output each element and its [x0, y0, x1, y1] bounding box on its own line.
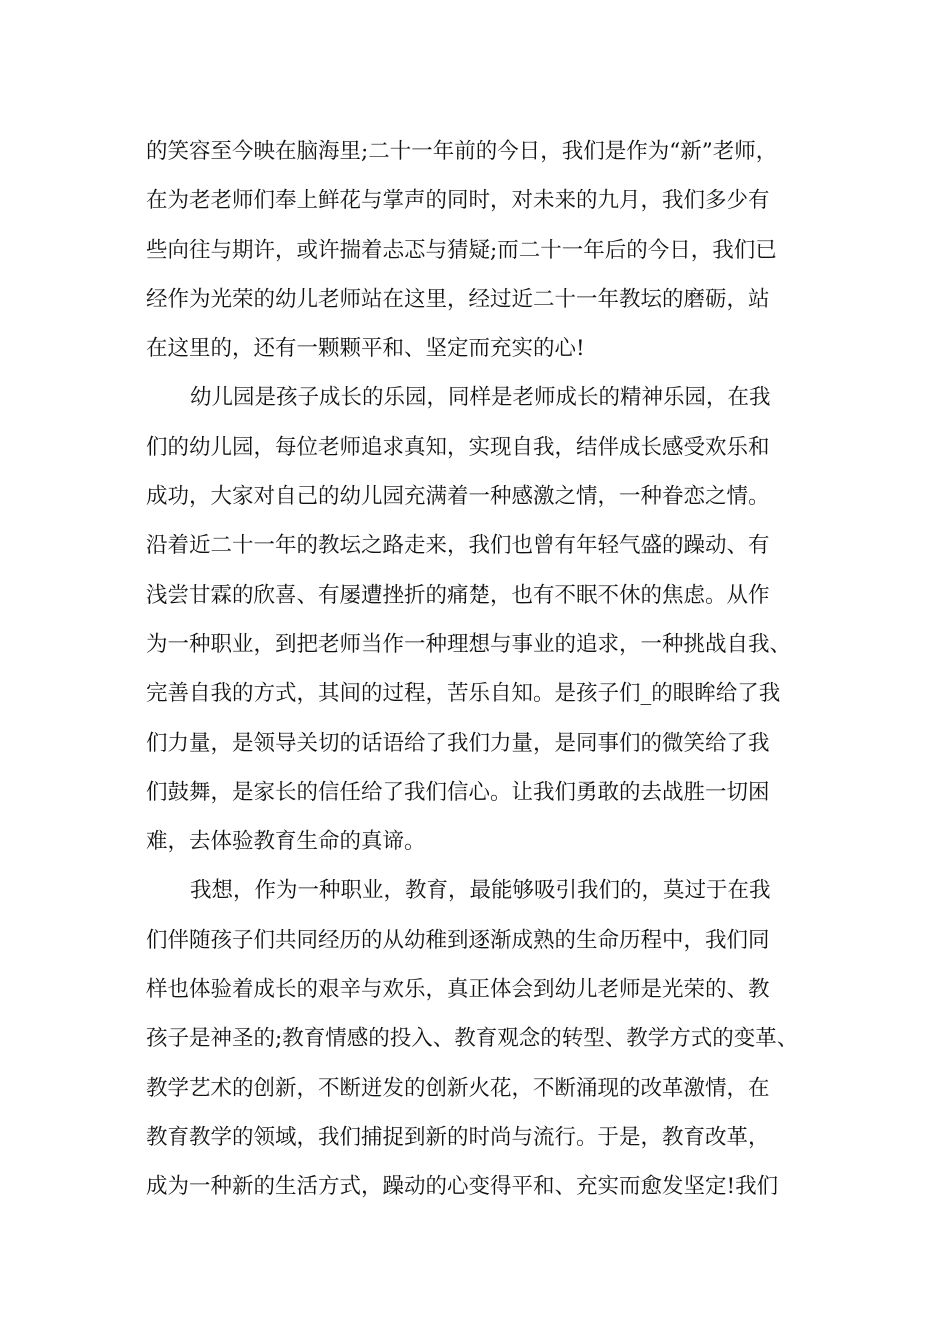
text-line: 些向往与期许，或许揣着忐忑与猜疑;而二十一年后的今日，我们已 [146, 237, 777, 263]
text-line: 在这里的，还有一颗颗平和、坚定而充实的心! [146, 336, 585, 362]
paragraph-1 [146, 127, 814, 373]
text-line: 们的幼儿园，每位老师追求真知，实现自我，结伴成长感受欢乐和 [146, 434, 770, 460]
text-line: 经作为光荣的幼儿老师站在这里，经过近二十一年教坛的磨砺，站 [146, 286, 770, 312]
text-line: 沿着近二十一年的教坛之路走来，我们也曾有年轻气盛的躁动、有 [146, 533, 770, 559]
text-line: 教学艺术的创新，不断迸发的创新火花，不断涌现的改革激情，在 [146, 1075, 770, 1101]
text-line: 们伴随孩子们共同经历的从幼稚到逐渐成熟的生命历程中，我们同 [146, 927, 770, 953]
text-line: 为一种职业，到把老师当作一种理想与事业的追求，一种挑战自我、 [146, 631, 792, 657]
text-line: 们鼓舞，是家长的信任给了我们信心。让我们勇敢的去战胜一切困 [146, 779, 770, 805]
paragraph-3 [146, 866, 814, 1211]
text-line: 样也体验着成长的艰辛与欢乐，真正体会到幼儿老师是光荣的、教 [146, 977, 770, 1003]
document-body [146, 127, 814, 1212]
text-line: 成为一种新的生活方式，躁动的心变得平和、充实而愈发坚定!我们 [146, 1174, 779, 1200]
text-line: 成功，大家对自己的幼儿园充满着一种感激之情，一种眷恋之情。 [146, 484, 770, 510]
text-line: 孩子是神圣的;教育情感的投入、教育观念的转型、教学方式的变革、 [146, 1026, 799, 1052]
text-line: 难，去体验教育生命的真谛。 [146, 829, 426, 855]
text-line: 的笑容至今映在脑海里;二十一年前的今日，我们是作为“新”老师， [146, 139, 778, 164]
text-line: 完善自我的方式，其间的过程，苦乐自知。是孩子们_的眼眸给了我 [146, 681, 781, 707]
text-line: 们力量，是领导关切的话语给了我们力量，是同事们的微笑给了我 [146, 730, 770, 756]
text-line-first: 我想，作为一种职业，教育，最能够吸引我们的，莫过于在我 [190, 878, 771, 904]
text-line: 浅尝甘霖的欣喜、有屡遭挫折的痛楚，也有不眠不休的焦虑。从作 [146, 582, 770, 608]
paragraph-2 [146, 373, 814, 866]
text-line: 教育教学的领域，我们捕捉到新的时尚与流行。于是，教育改革， [146, 1124, 770, 1150]
text-line: 在为老老师们奉上鲜花与掌声的同时，对未来的九月，我们多少有 [146, 188, 770, 214]
text-line-first: 幼儿园是孩子成长的乐园，同样是老师成长的精神乐园，在我 [190, 385, 771, 411]
